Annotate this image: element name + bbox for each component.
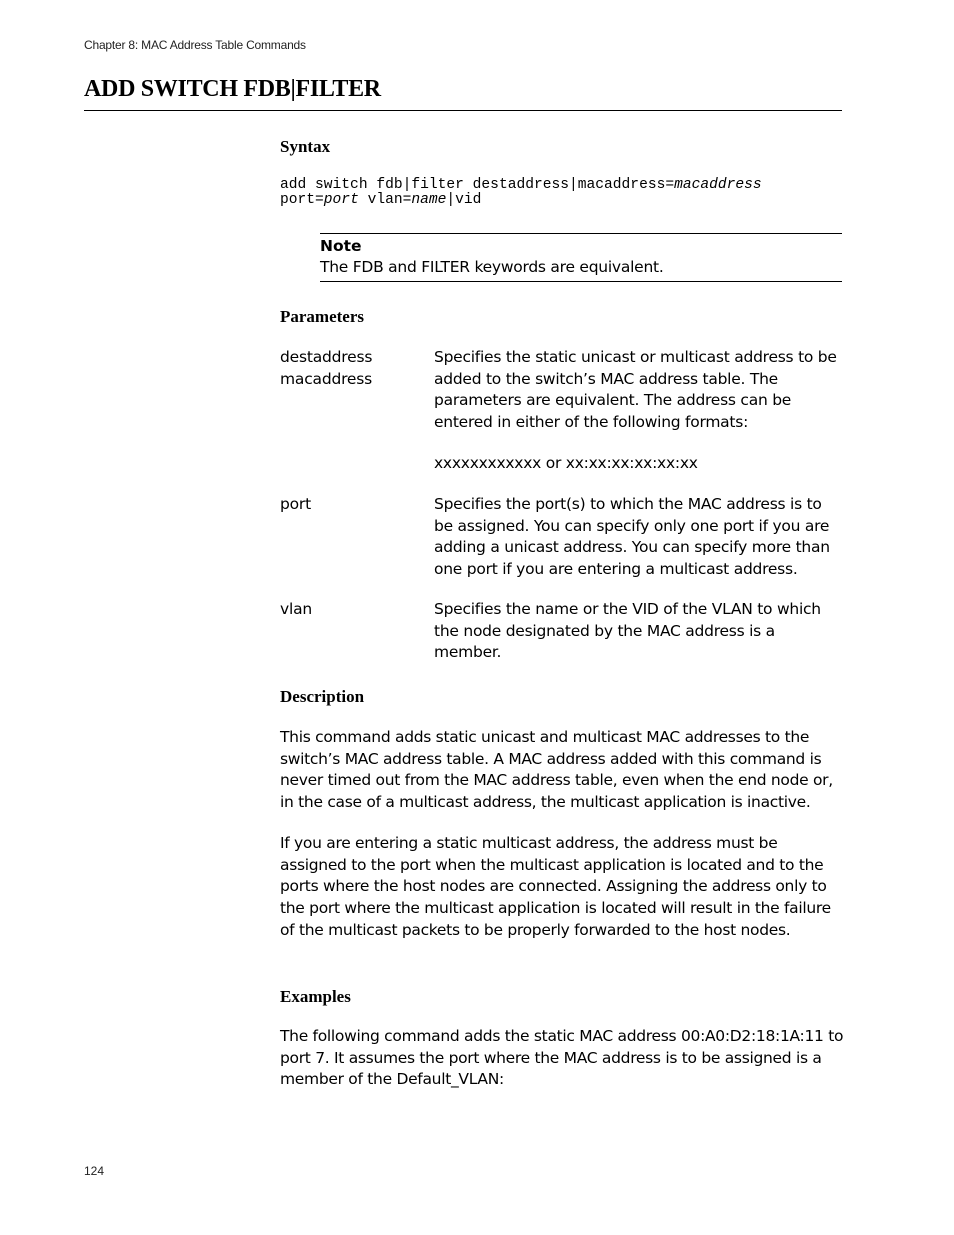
param-name-line: destaddress: [280, 348, 373, 366]
param-desc-vlan: Specifies the name or the VID of the VLAN to which the node designated by the MAC address is a member.: [434, 600, 821, 662]
param-name-vlan: vlan: [280, 600, 313, 618]
syntax-line2-d: name: [411, 192, 447, 208]
page-number: 124: [84, 1164, 105, 1178]
param-name-line: macaddress: [280, 369, 373, 388]
description-paragraph: This command adds static unicast and multicast MAC addresses to the switch’s MAC address table. A MAC address added with this command is never timed out from the MAC address table, even when the end node or, in the case of a multicast address, the multicast application is inactive.: [280, 728, 833, 812]
syntax-line2-e: |vid: [446, 192, 482, 208]
examples-paragraph: The following command adds the static MAC address 00:A0:D2:18:1A:11 to port 7. It assumes the port where the MAC address is to be assigned is a member of the Default_VLAN:: [280, 1027, 844, 1089]
param-name-destaddress: [280, 347, 372, 390]
param-name-port: port: [280, 495, 311, 513]
syntax-line2-b: port: [323, 192, 359, 208]
examples-heading: Examples: [280, 987, 351, 1006]
note-box: [320, 233, 842, 282]
note-label: Note: [320, 237, 362, 255]
syntax-line2-a: port=: [280, 192, 324, 208]
syntax-line1-text: add switch fdb|filter destaddress|macaddress=: [280, 177, 675, 193]
syntax-heading: Syntax: [280, 137, 331, 156]
title-rule: [84, 110, 842, 111]
parameters-heading: Parameters: [280, 307, 365, 326]
page-title: ADD SWITCH FDB|FILTER: [84, 76, 381, 102]
param-format-example: xxxxxxxxxxxx or xx:xx:xx:xx:xx:xx: [434, 454, 698, 472]
param-desc-port: Specifies the port(s) to which the MAC address is to be assigned. You can specify only one port if you are adding a unicast address. You can specify more than one port if you are entering a multicast address.: [434, 495, 830, 579]
syntax-block: [280, 178, 762, 208]
param-desc-destaddress: Specifies the static unicast or multicast address to be added to the switch’s MAC address table. The parameters are equivalent. The address can be entered in either of the following formats:: [434, 348, 837, 432]
note-text: The FDB and FILTER keywords are equivalent.: [320, 258, 664, 276]
running-header: Chapter 8: MAC Address Table Commands: [84, 38, 306, 52]
description-paragraph: If you are entering a static multicast address, the address must be assigned to the port when the multicast application is located and to the ports where the host nodes are connected. Assigning the address only to the port where the multicast application is located will result in the failure of the multicast packets to be properly forwarded to the host nodes.: [280, 834, 831, 939]
syntax-line1-italic: macaddress: [674, 177, 762, 193]
description-heading: Description: [280, 687, 365, 706]
syntax-line2-c: vlan=: [358, 192, 412, 208]
